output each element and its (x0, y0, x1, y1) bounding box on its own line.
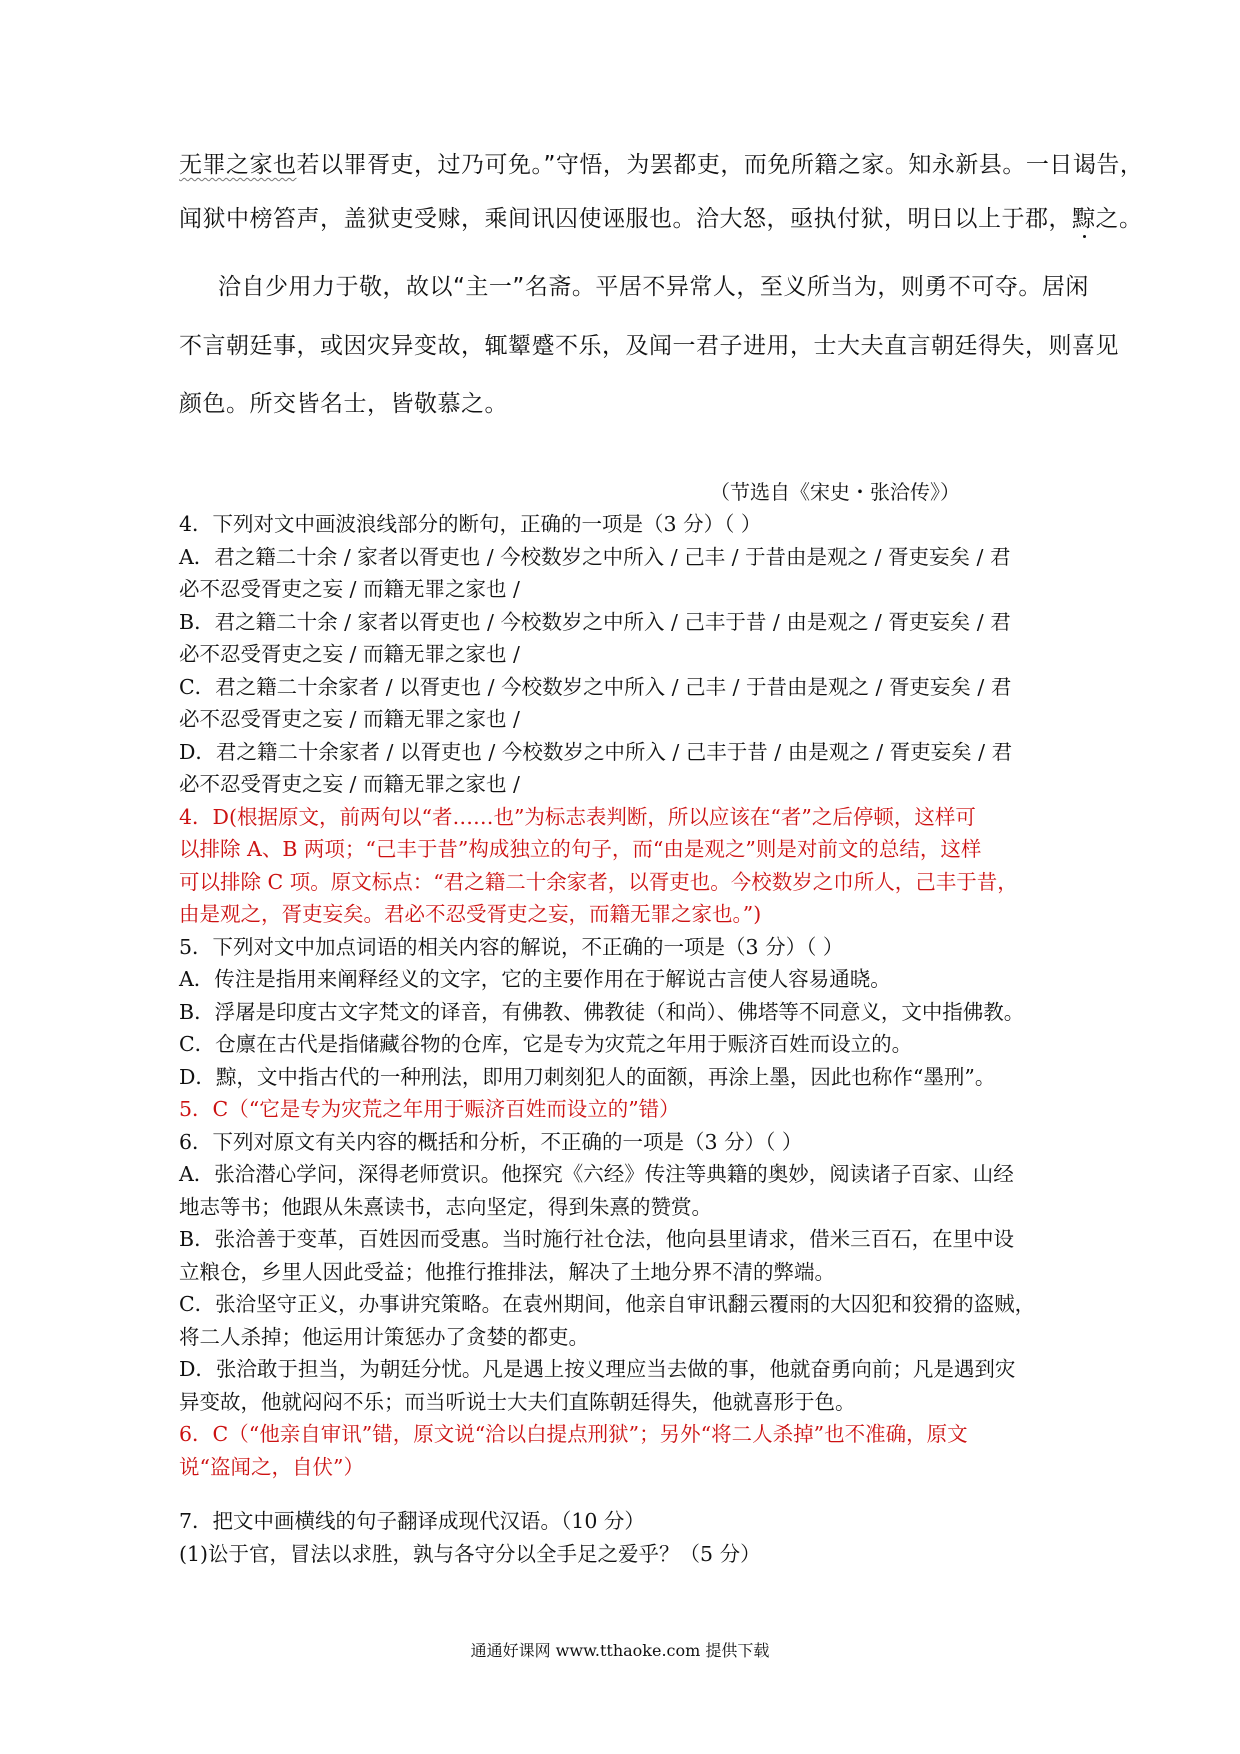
question-5-stem: 5．下列对文中加点词语的相关内容的解说，不正确的一项是（3 分）（ ） (179, 934, 844, 959)
question-6-option-c-cont: 将二人杀掉；他运用计策惩办了贪婪的都吏。 (179, 1324, 589, 1349)
question-6-answer-cont: 说“盗闻之，自伏”） (179, 1454, 364, 1479)
question-6-stem: 6．下列对原文有关内容的概括和分析，不正确的一项是（3 分）（ ） (179, 1129, 803, 1154)
question-4-option-d: D．君之籍二十余家者 / 以胥吏也 / 今校数岁之中所入 / 己丰于昔 / 由是观之 / 胥吏妄矣 / 君 (179, 739, 1013, 764)
passage-text: 若以罪胥吏，过乃可免。”守悟，为罢都吏，而免所籍之家。知永新县。一日谒告， (296, 152, 1144, 178)
spacer (179, 1483, 1064, 1505)
question-6-option-a: A．张洽潜心学问，深得老师赏识。他探究《六经》传注等典籍的奥妙，阅读诸子百家、山经 (179, 1162, 1014, 1186)
passage-paragraph-2-line-3: 颜色。所交皆名士，皆敬慕之。 (179, 391, 508, 417)
question-6-option-a-cont: 地志等书；他跟从朱熹读书，志向坚定，得到朱熹的赞赏。 (179, 1194, 712, 1219)
question-4-option-c-cont: 必不忍受胥吏之妄 / 而籍无罪之家也 / (179, 707, 520, 731)
question-4-answer-cont: 以排除 A、B 两项；“己丰于昔”构成独立的句子，而“由是观之”则是对前文的总结，这样 (179, 837, 982, 861)
question-6-answer: 6．C（“他亲自审讯”错，原文说“洽以白提点刑狱”；另外“将二人杀掉”也不准确，原文 (179, 1422, 968, 1446)
dotted-word: 黥 (1072, 206, 1096, 232)
question-4-answer-cont: 由是观之，胥吏妄矣。君必不忍受胥吏之妄，而籍无罪之家也。”) (179, 902, 762, 926)
question-5-option-d: D．黥，文中指古代的一种刑法，即用刀刺刻犯人的面额，再涂上墨，因此也称作“墨刑”。 (179, 1064, 996, 1089)
question-4-option-c: C．君之籍二十余家者 / 以胥吏也 / 今校数岁之中所入 / 己丰 / 于昔由是观之 / 胥吏妄矣 / 君 (179, 674, 1012, 699)
question-7-stem: 7．把文中画横线的句子翻译成现代汉语。（10 分） (179, 1509, 645, 1533)
question-6-option-d-cont: 异变故，他就闷闷不乐；而当听说士大夫们直陈朝廷得失，他就喜形于色。 (179, 1389, 856, 1414)
passage-paragraph-2-line-2: 不言朝廷事，或因灾异变故，辄颦蹙不乐，及闻一君子进用，士大夫直言朝廷得失，则喜见 (179, 333, 1119, 359)
question-5-answer: 5．C（“它是专为灾荒之年用于赈济百姓而设立的”错） (179, 1097, 680, 1121)
question-5-option-b: B．浮屠是印度古文字梵文的译音，有佛教、佛教徒（和尚）、佛塔等不同意义，文中指佛教。 (179, 999, 1025, 1024)
question-5-option-c: C．仓廪在古代是指储藏谷物的仓库，它是专为灾荒之年用于赈济百姓而设立的。 (179, 1032, 913, 1056)
passage-paragraph-2: 洽自少用力于敬，故以“主一”名斋。平居不异常人，至义所当为，则勇不可夺。居闲 (218, 274, 1089, 300)
question-4-option-b: B．君之籍二十余 / 家者以胥吏也 / 今校数岁之中所入 / 己丰于昔 / 由是观之 / 胥吏妄矣 / 君 (179, 609, 1011, 634)
wavy-underlined-text: 无罪之家也 (179, 152, 297, 178)
question-6-option-b: B．张洽善于变革，百姓因而受惠。当时施行社仓法，他向县里请求，借米三百石，在里中设 (179, 1227, 1015, 1251)
question-6-option-c: C．张洽坚守正义，办事讲究策略。在袁州期间，他亲自审讯翻云覆雨的大囚犯和狡猾的盗贼， (179, 1292, 1036, 1316)
question-6-option-d: D．张洽敢于担当，为朝廷分忧。凡是遇上按义理应当去做的事，他就奋勇向前；凡是遇到灾 (179, 1357, 1016, 1381)
question-4-option-a: A．君之籍二十余 / 家者以胥吏也 / 今校数岁之中所入 / 己丰 / 于昔由是观之 / 胥吏妄矣 / 君 (179, 544, 1011, 569)
question-4-option-d-cont: 必不忍受胥吏之妄 / 而籍无罪之家也 / (179, 772, 520, 796)
passage-source: （节选自《宋史・张洽传》） (710, 480, 960, 504)
passage-paragraph-1-line-2 (179, 200, 1143, 233)
question-5-option-a: A．传注是指用来阐释经义的文字，它的主要作用在于解说古言使人容易通晓。 (179, 967, 891, 991)
question-6-option-b-cont: 立粮仓，乡里人因此受益；他推行推排法，解决了土地分界不清的弊端。 (179, 1259, 835, 1284)
passage-text: 闻狱中榜笞声，盖狱吏受赇，乘间讯囚使诬服也。洽大怒，亟执付狱，明日以上于郡， (179, 206, 1072, 232)
question-4-answer-cont: 可以排除 C 项。原文标点：“君之籍二十余家者，以胥吏也。今校数岁之巾所人，己丰于昔， (179, 869, 1018, 894)
question-7-sub-1: (1)讼于官，冒法以求胜，孰与各守分以全手足之爱乎？（5 分） (179, 1541, 761, 1566)
question-4-option-b-cont: 必不忍受胥吏之妄 / 而籍无罪之家也 / (179, 642, 520, 666)
question-4-option-a-cont: 必不忍受胥吏之妄 / 而籍无罪之家也 / (179, 577, 520, 601)
question-4-answer: 4．D(根据原文，前两句以“者……也”为标志表判断，所以应该在“者”之后停顿，这样可 (179, 804, 976, 829)
passage-text: 之。 (1095, 206, 1143, 232)
passage-paragraph-1 (179, 146, 1143, 179)
question-4-stem: 4．下列对文中画波浪线部分的断句，正确的一项是（3 分）（ ） (179, 512, 762, 536)
questions-section (179, 508, 1064, 1570)
page-footer: 通通好课网 www.tthaoke.com 提供下载 (470, 1641, 770, 1660)
